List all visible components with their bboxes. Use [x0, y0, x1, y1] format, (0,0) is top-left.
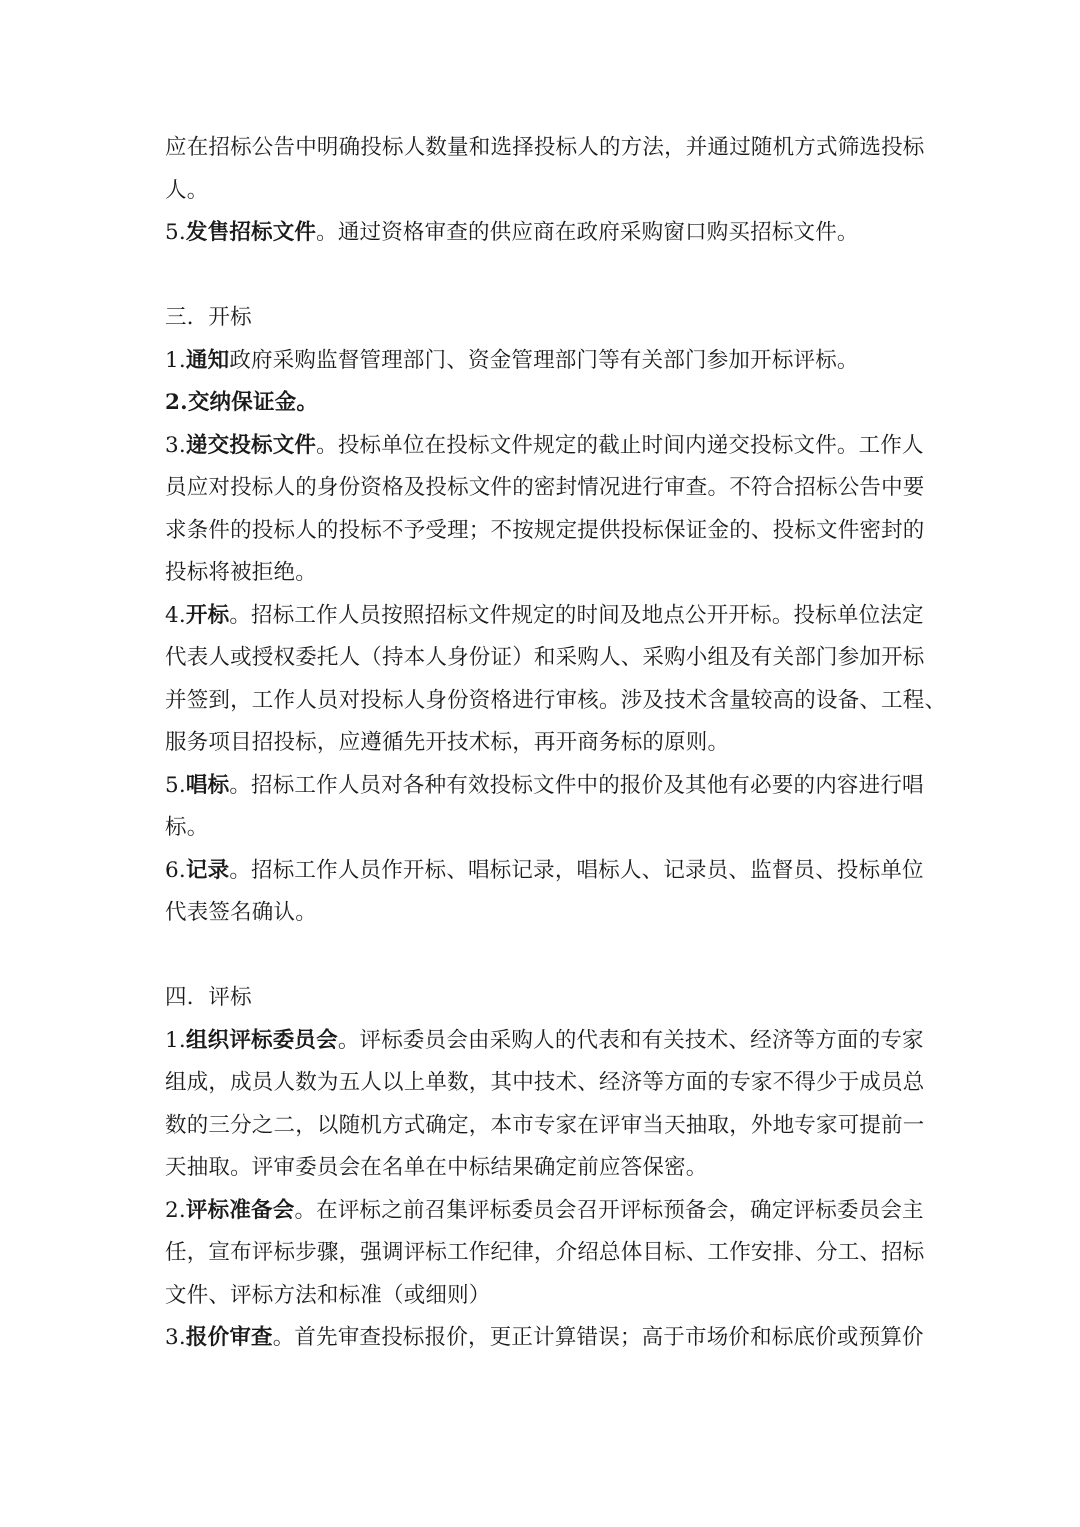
- text: 应在招标公告中明确投标人数量和选择投标人的方法，并通过随机方式筛选投标: [165, 135, 925, 160]
- item-number: 1.: [165, 1027, 186, 1053]
- paragraph-line: [165, 127, 925, 170]
- item-title: 递交投标文件: [185, 432, 317, 458]
- paragraph-line: [165, 1232, 925, 1275]
- item-text: 。通过资格审查的供应商在政府采购窗口购买招标文件。: [316, 220, 859, 245]
- item-number: 5.: [165, 220, 186, 245]
- item-number: 5.: [165, 772, 186, 798]
- item-price-review: [165, 1317, 924, 1360]
- paragraph-line: [165, 1062, 925, 1105]
- paragraph-line: [165, 1275, 917, 1318]
- item-number: 3.: [165, 1325, 186, 1350]
- text: 文件、评标方法和标准（或细则）: [165, 1282, 491, 1308]
- item-text: 。在评标之前召集评标委员会召开评标预备会，确定评标委员会主: [294, 1197, 924, 1223]
- text: 代表签名确认。: [165, 900, 317, 925]
- item-prep-meeting: [165, 1190, 924, 1233]
- item-read-bids: [165, 765, 924, 808]
- item-text: 。招标工作人员作开标、唱标记录，唱标人、记录员、监督员、投标单位: [229, 857, 924, 883]
- paragraph-line: [165, 467, 925, 510]
- item-number: 2.: [165, 1197, 186, 1223]
- paragraph-line: [165, 892, 917, 935]
- item-deposit: [165, 382, 917, 425]
- item-text: 。评标委员会由采购人的代表和有关技术、经济等方面的专家: [337, 1027, 924, 1053]
- paragraph-line: [165, 722, 917, 765]
- text: 服务项目招投标，应遵循先开技术标，再开商务标的原则。: [165, 730, 730, 755]
- item-text: 。首先审查投标报价，更正计算错误；高于市场价和标底价或预算价: [272, 1325, 924, 1350]
- text: 标。: [165, 815, 209, 840]
- item-title: 通知: [185, 347, 230, 373]
- spacer: [165, 935, 917, 978]
- text: 投标将被拒绝。: [165, 560, 317, 585]
- item-number: 1.: [165, 347, 186, 373]
- spacer: [165, 255, 917, 298]
- item-form-committee: [165, 1020, 924, 1063]
- item-text: 政府采购监督管理部门、资金管理部门等有关部门参加开标评标。: [229, 347, 859, 373]
- paragraph-line: [165, 807, 917, 850]
- paragraph-line: [165, 1105, 925, 1148]
- item-number: 4.: [165, 602, 186, 628]
- text: 组成，成员人数为五人以上单数，其中技术、经济等方面的专家不得少于成员总: [165, 1070, 925, 1095]
- item-title: 2.交纳保证金。: [165, 390, 319, 415]
- item-notify: [165, 340, 917, 383]
- text: 代表人或授权委托人（持本人身份证）和采购人、采购小组及有关部门参加开标: [165, 645, 925, 670]
- item-title: 开标: [185, 602, 230, 628]
- item-title: 唱标: [185, 772, 230, 798]
- item-text: 。招标工作人员按照招标文件规定的时间及地点公开开标。投标单位法定: [229, 602, 924, 628]
- paragraph-line: [165, 680, 947, 723]
- document-body: [165, 127, 947, 1360]
- item-title: 评标准备会: [185, 1197, 295, 1223]
- text: 并签到，工作人员对投标人身份资格进行审核。涉及技术含量较高的设备、工程、: [165, 687, 947, 713]
- text: 人。: [165, 177, 209, 203]
- text: 求条件的投标人的投标不予受理；不按规定提供投标保证金的、投标文件密封的: [165, 517, 925, 543]
- heading-text: 三．开标: [165, 305, 252, 330]
- item-text: 。投标单位在投标文件规定的截止时间内递交投标文件。工作人: [316, 432, 924, 458]
- item-title: 组织评标委员会: [185, 1027, 338, 1053]
- paragraph-line: [165, 637, 925, 680]
- item-title: 报价审查: [185, 1325, 273, 1350]
- text: 任，宣布评标步骤，强调评标工作纪律，介绍总体目标、工作安排、分工、招标: [165, 1240, 925, 1265]
- paragraph-line: [165, 510, 925, 553]
- item-number: 3.: [165, 432, 186, 458]
- paragraph-line: [165, 552, 917, 595]
- item-submit-bids: [165, 425, 924, 468]
- item-sell-bidding-docs: [165, 212, 917, 255]
- paragraph-line: [165, 170, 917, 213]
- section-heading-bid-evaluation: [165, 977, 917, 1020]
- paragraph-line: [165, 1147, 917, 1190]
- section-heading-bid-opening: [165, 297, 917, 340]
- item-record: [165, 850, 924, 893]
- item-text: 。招标工作人员对各种有效投标文件中的报价及其他有必要的内容进行唱: [229, 772, 924, 798]
- item-title: 发售招标文件: [185, 220, 317, 245]
- text: 员应对投标人的身份资格及投标文件的密封情况进行审查。不符合招标公告中要: [165, 475, 925, 500]
- item-open-bids: [165, 595, 924, 638]
- text: 数的三分之二，以随机方式确定，本市专家在评审当天抽取，外地专家可提前一: [165, 1112, 925, 1138]
- item-title: 记录: [185, 857, 230, 883]
- item-number: 6.: [165, 857, 186, 883]
- heading-text: 四．评标: [165, 985, 252, 1010]
- text: 天抽取。评审委员会在名单在中标结果确定前应答保密。: [165, 1155, 708, 1180]
